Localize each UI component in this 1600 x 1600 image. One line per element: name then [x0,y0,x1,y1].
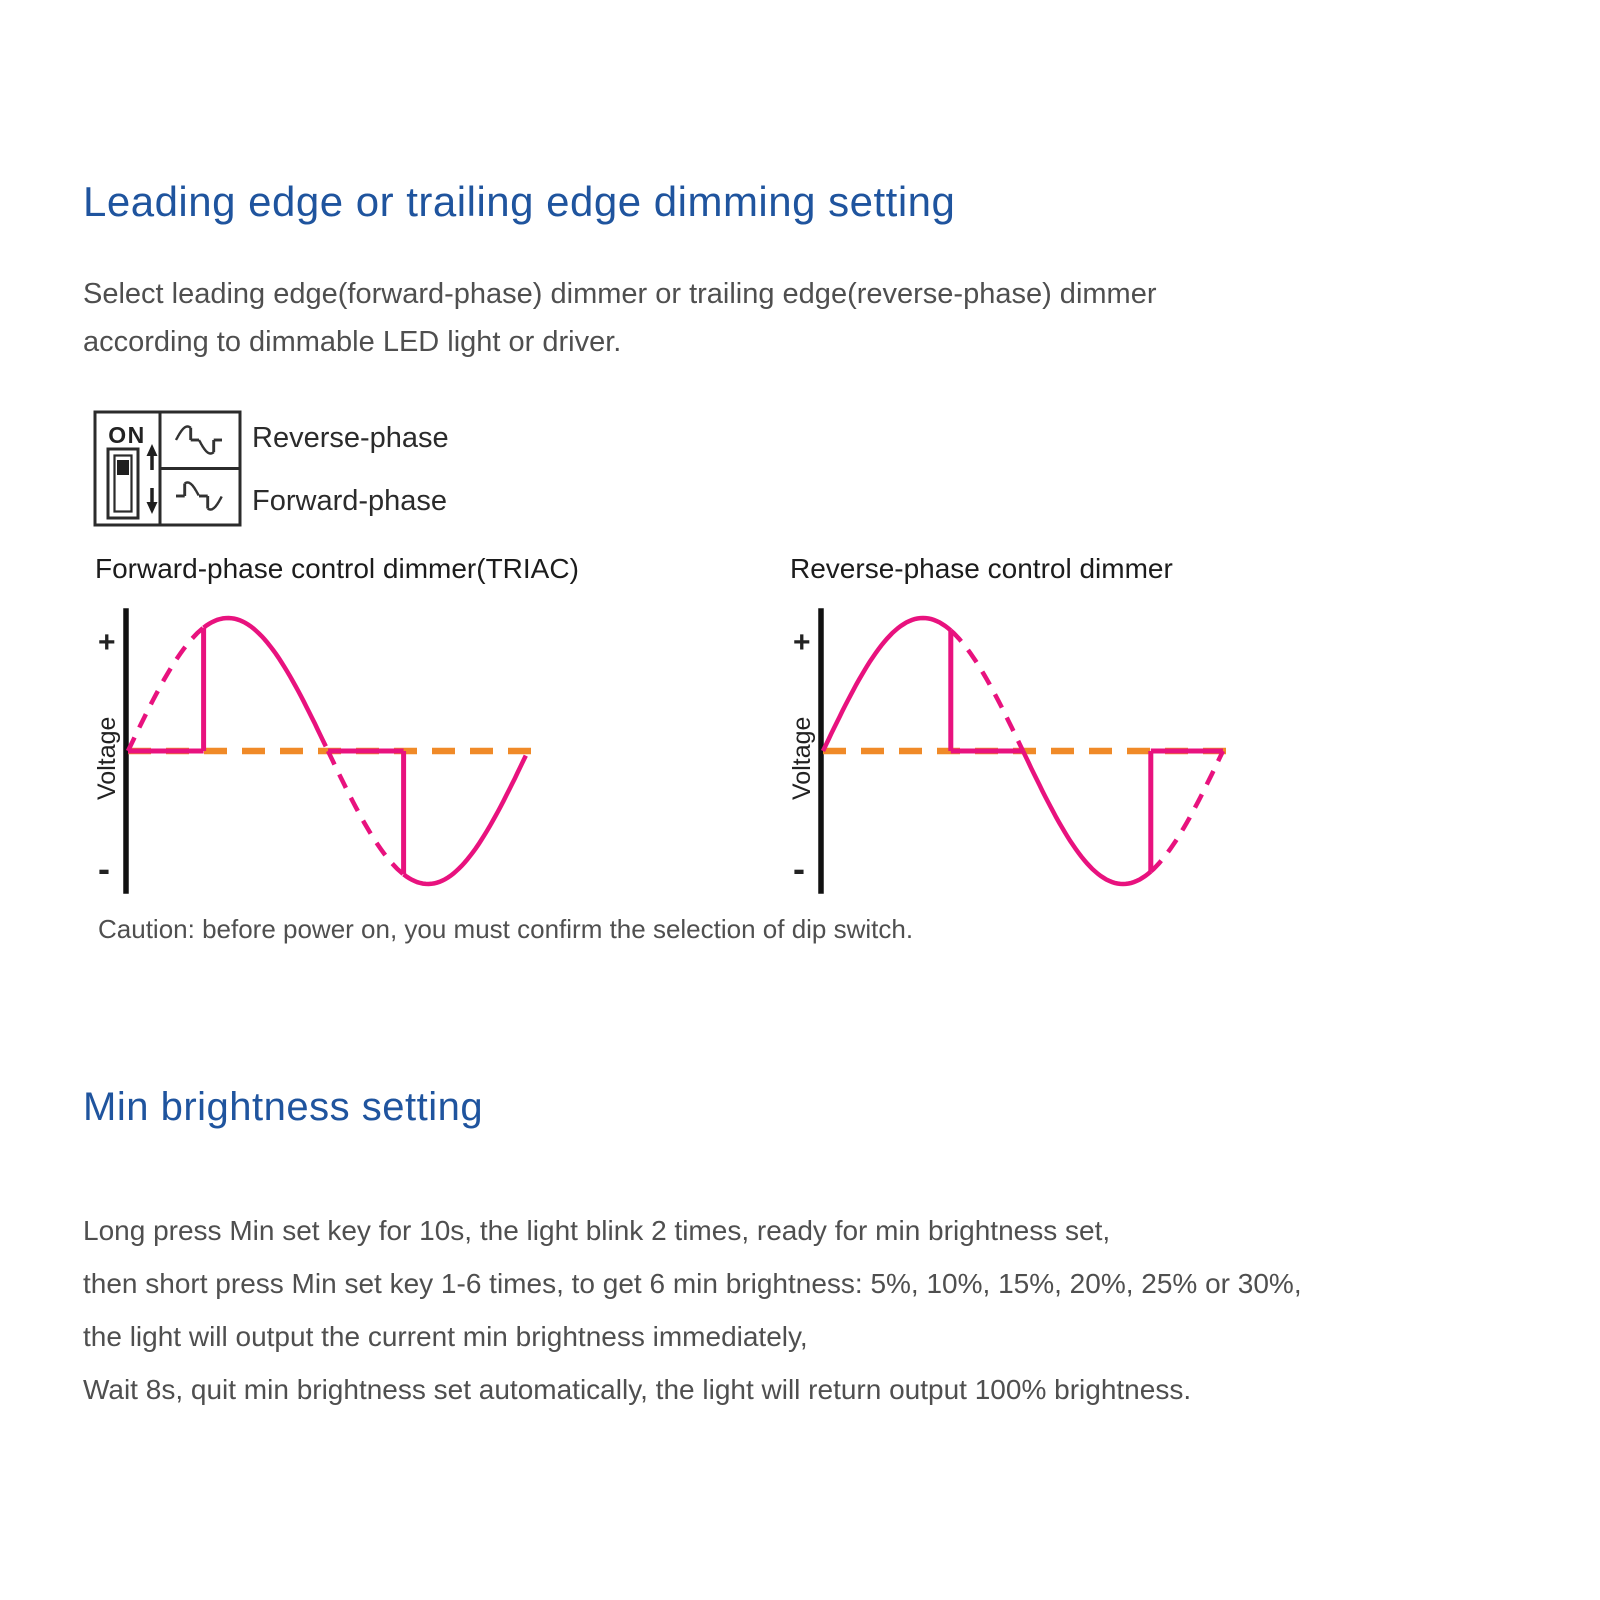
intro-line-1: Select leading edge(forward-phase) dimmer or trailing edge(reverse-phase) dimmer [83,278,1157,310]
up-arrow-icon [147,444,158,470]
down-arrow-icon [147,488,158,514]
min-brightness-heading: Min brightness setting [83,1085,484,1129]
on-label: ON [108,422,146,448]
page-title: Leading edge or trailing edge dimming setting [83,178,956,225]
voltage-axis-label: Voltage [788,716,816,800]
caution-text: Caution: before power on, you must confirm the selection of dip switch. [98,914,914,944]
dip-switch-diagram [90,402,650,537]
reverse-phase-chart [780,552,1355,900]
instruction-line-2: then short press Min set key 1-6 times, to get 6 min brightness: 5%, 10%, 15%, 20%, 25% or 30%, [83,1268,1302,1299]
switch-body [108,449,138,518]
forward-phase-option-label: Forward-phase [252,485,448,517]
forward-phase-chart [85,552,660,900]
chart-title: Forward-phase control dimmer(TRIAC) [95,553,579,584]
minus-label: - [793,848,805,889]
forward-phase-waveform-plot [85,595,660,900]
intro-line-2: according to dimmable LED light or driver. [83,326,622,358]
intro-text [83,270,1156,366]
forward-phase-waveform-icon [176,483,222,510]
min-brightness-instructions [83,1204,1302,1416]
instruction-line-4: Wait 8s, quit min brightness set automatically, the light will return output 100% brightness. [83,1374,1192,1405]
plus-label: + [793,626,811,659]
minus-label: - [98,848,110,889]
reverse-phase-waveform-plot [780,595,1355,900]
instruction-line-3: the light will output the current min brightness immediately, [83,1321,808,1352]
chart-title: Reverse-phase control dimmer [790,553,1173,584]
reverse-phase-option-label: Reverse-phase [252,422,449,454]
dip-switch-icon [90,402,250,532]
voltage-axis-label: Voltage [93,716,121,800]
reverse-phase-waveform-icon [176,427,222,454]
instruction-line-1: Long press Min set key for 10s, the light blink 2 times, ready for min brightness set, [83,1215,1111,1246]
plus-label: + [98,626,116,659]
switch-knob [117,460,129,475]
